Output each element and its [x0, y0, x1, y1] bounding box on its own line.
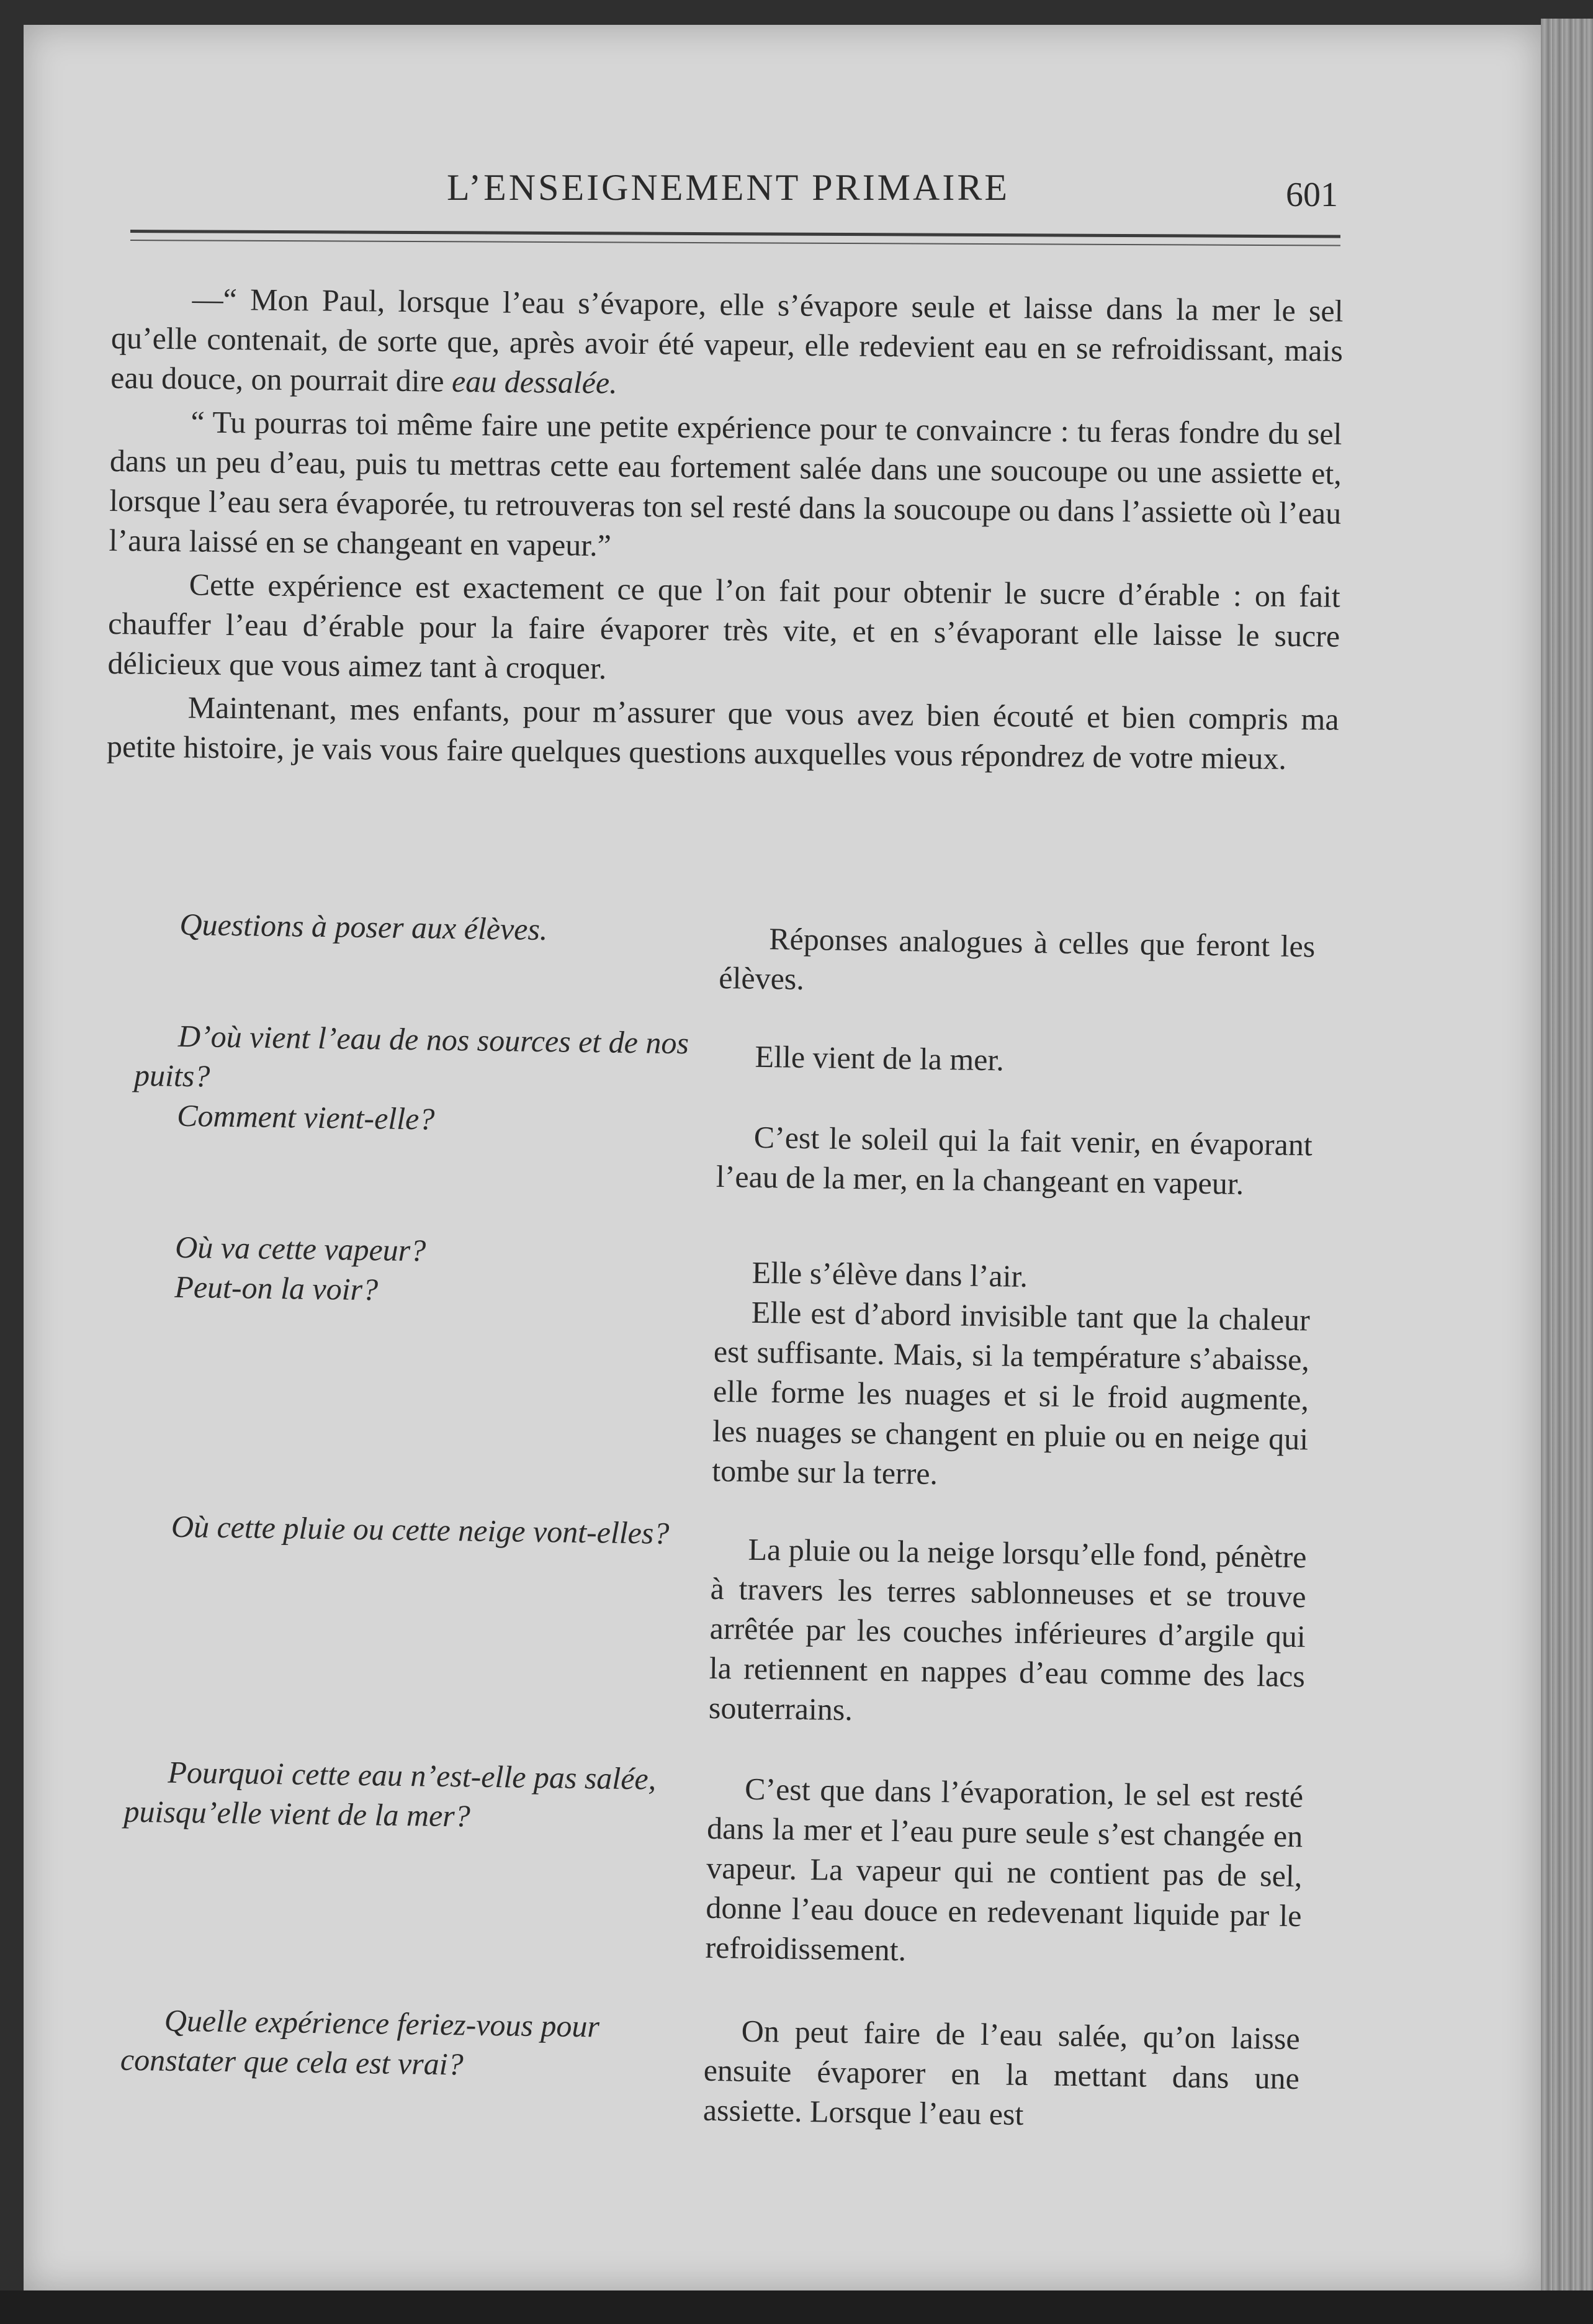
paragraph-1 [110, 278, 1344, 410]
answer-6: C’est que dans l’évaporation, le sel est resté dans la mer et l’eau pure seule s’est changée en vapeur. La vapeur qui ne contient pas de sel, donne l’eau douce en redevenant liquide par le refroidissement. [705, 1771, 1304, 1968]
answer-5: La pluie ou la neige lorsqu’elle fond, pénètre à travers les terres sablonneuses et se trouve arrêtée par les couches inférieures d’argile qui la retiennent en nappes d’eau comme des lacs souterrains. [708, 1531, 1307, 1727]
paragraph-1-italic: eau dessalée. [451, 363, 617, 400]
question-3: Où va cette vapeur? [174, 1229, 426, 1268]
page-number: 601 [1286, 176, 1338, 214]
question-answer-section [82, 903, 1340, 2162]
question-6: Pourquoi cette eau n’est-elle pas salée, puisqu’elle vient de la mer? [123, 1754, 657, 1834]
question-4: Peut-on la voir? [174, 1269, 379, 1307]
answer-3: Elle s’élève dans l’air. [752, 1254, 1028, 1294]
paragraph-1-text: —“ Mon Paul, lorsque l’eau s’évapore, elle s’évapore seule et laisse dans la mer le sel qu’elle contenait, de sorte que, après avoir été vapeur, elle redevient eau en se refroidissant, mais eau douce, on pourrait dire [110, 281, 1344, 399]
answer-2: C’est le soleil qui la fait venir, en évaporant l’eau de la mer, en la changeant en vapeur. [716, 1119, 1313, 1201]
paragraph-4: Maintenant, mes enfants, pour m’assurer que vous avez bien écouté et bien compris ma petite histoire, je vais vous faire quelques questions auxquelles vous répondrez de votre mieux. [106, 690, 1339, 776]
paragraph-3: Cette expérience est exactement ce que l’on fait pour obtenir le sucre d’érable : on fait chauffer l’eau d’érable pour la faire évaporer très vite, et en s’évaporant elle laisse le sucre délicieux que vous aimez tant à croquer. [107, 567, 1341, 686]
questions-heading: Questions à poser aux élèves. [179, 906, 548, 947]
answer-4: Elle est d’abord invisible tant que la chaleur est suffisante. Mais, si la température s’abaisse, elle forme les nuages et si le froid augmente, les nuages se changent en pluie ou en neige qui tombe sur la terre. [711, 1294, 1311, 1491]
running-head: L’ENSEIGNEMENT PRIMAIRE [447, 167, 1010, 208]
scan-shadow [0, 2290, 1593, 2324]
body-text [107, 278, 1344, 783]
question-2: Comment vient-elle? [176, 1097, 435, 1137]
answers-heading: Réponses analogues à celles que feront les élèves. [719, 921, 1316, 996]
question-1: D’où vient l’eau de nos sources et de nos puits? [133, 1018, 689, 1094]
paragraph-2: “ Tu pourras toi même faire une petite expérience pour te convaincre : tu feras fondre du sel dans un peu d’eau, puis tu mettras cette eau fortement salée dans une soucoupe ou une assiette et, lorsque l’eau sera évaporée, tu retrouveras ton sel resté dans la soucoupe ou dans l’assiette où l’eau l’aura laissé en se changeant en vapeur.” [109, 404, 1342, 563]
question-5: Où cette pluie ou cette neige vont-elles? [171, 1508, 670, 1551]
book-page-edges [1541, 19, 1593, 2303]
question-7: Quelle expérience feriez-vous pour constater que cela est vrai? [120, 2002, 600, 2082]
answer-7: On peut faire de l’eau salée, qu’on laisse ensuite évaporer en la mettant dans une assiette. Lorsque l’eau est [702, 2013, 1301, 2132]
answer-1: Elle vient de la mer. [755, 1038, 1005, 1078]
